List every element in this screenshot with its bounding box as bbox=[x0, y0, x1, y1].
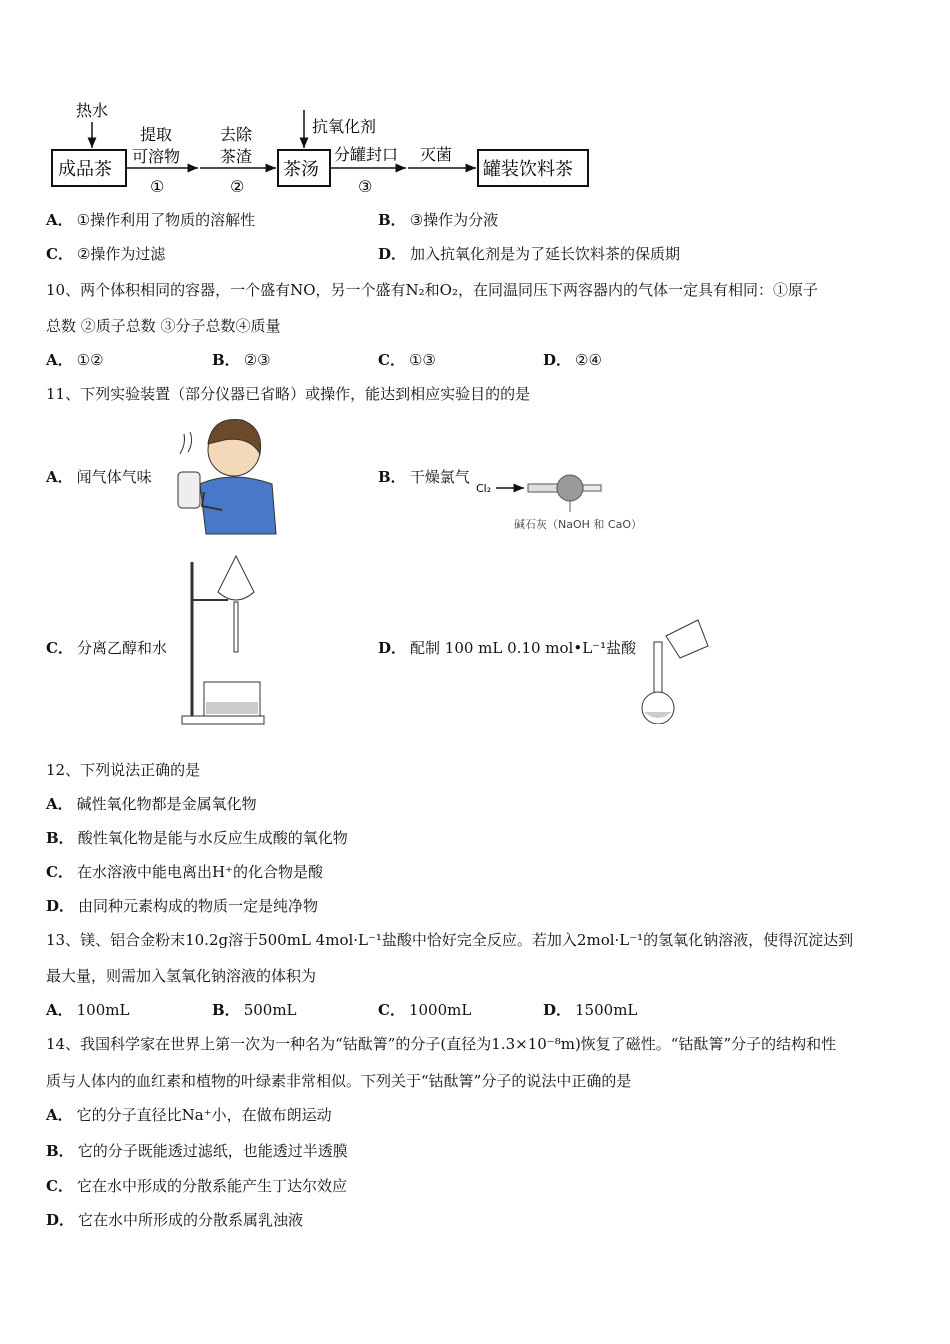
q10-option-d: D． ②④ bbox=[543, 351, 602, 369]
q13-option-d: D． 1500mL bbox=[543, 1001, 638, 1019]
flow-sterilize: 灭菌 bbox=[420, 145, 453, 164]
flow-step2-bottom: 茶渣 bbox=[220, 147, 253, 166]
q12-option-b: B． 酸性氧化物是能与水反应生成酸的氧化物 bbox=[46, 829, 348, 847]
flow-antioxidant: 抗氧化剂 bbox=[312, 117, 377, 136]
flow-step2-num: ② bbox=[230, 177, 245, 196]
volumetric-flask-illustration bbox=[636, 612, 712, 724]
q12-stem: 12、下列说法正确的是 bbox=[46, 761, 201, 779]
smelling-gas-illustration bbox=[172, 414, 280, 536]
q10-stem-line2: 总数 ②质子总数 ③分子总数④质量 bbox=[46, 317, 281, 335]
flow-end: 罐装饮料茶 bbox=[483, 159, 573, 180]
q14-option-d: D． 它在水中所形成的分散系属乳浊液 bbox=[46, 1211, 304, 1229]
q13-stem-line2: 最大量，则需加入氢氧化钠溶液的体积为 bbox=[46, 967, 317, 985]
flow-middle: 茶汤 bbox=[283, 159, 319, 180]
q12-option-c: C． 在水溶液中能电离出H⁺的化合物是酸 bbox=[46, 863, 323, 881]
q14-stem-line2: 质与人体内的血红素和植物的叶绿素非常相似。下列关于“钴酞箐”分子的说法中正确的是 bbox=[46, 1072, 632, 1090]
separatory-funnel-illustration bbox=[178, 552, 268, 726]
flow-start: 成品茶 bbox=[58, 159, 112, 180]
q12-option-d: D． 由同种元素构成的物质一定是纯净物 bbox=[46, 897, 319, 915]
q11-stem: 11、下列实验装置（部分仪器已省略）或操作，能达到相应实验目的的是 bbox=[46, 385, 531, 403]
q12-option-a: A． 碱性氧化物都是金属氧化物 bbox=[46, 795, 257, 813]
flow-step3-num: ③ bbox=[358, 177, 373, 196]
q13-stem-line1: 13、镁、铝合金粉末10.2g溶于500mL 4mol·L⁻¹盐酸中恰好完全反应。若加入2mol·L⁻¹的氢氧化钠溶液，使得沉淀达到 bbox=[46, 931, 854, 949]
q14-option-b: B． 它的分子既能透过滤纸，也能透过半透膜 bbox=[46, 1142, 348, 1160]
cl2-label: Cl₂ bbox=[476, 482, 492, 495]
q14-stem-line1: 14、我国科学家在世界上第一次为一种名为“钴酞箐”的分子(直径为1.3×10⁻⁸m)恢复了磁性。“钴酞箐”分子的结构和性 bbox=[46, 1035, 837, 1053]
flow-step1-bottom: 可溶物 bbox=[132, 147, 181, 166]
flow-step1-top: 提取 bbox=[140, 125, 173, 144]
q11-option-d: D． 配制 100 mL 0.10 mol•L⁻¹盐酸 bbox=[378, 639, 637, 657]
q13-option-c: C． 1000mL bbox=[378, 1001, 472, 1019]
flow-step3-top: 分罐封口 bbox=[334, 145, 399, 164]
q13-option-b: B． 500mL bbox=[212, 1001, 297, 1019]
q11-option-a: A． 闻气体气味 bbox=[46, 468, 152, 486]
flow-hot-water: 热水 bbox=[76, 101, 109, 120]
q10-option-b: B． ②③ bbox=[212, 351, 271, 369]
soda-lime-label: 碱石灰（NaOH 和 CaO） bbox=[514, 518, 642, 531]
q10-stem-line1: 10、两个体积相同的容器，一个盛有NO，另一个盛有N₂和O₂，在同温同压下两容器内的气体一定具有相同：①原子 bbox=[46, 281, 818, 299]
q9-option-b: B． ③操作为分液 bbox=[378, 211, 499, 229]
q14-option-a: A． 它的分子直径比Na⁺小，在做布朗运动 bbox=[46, 1106, 332, 1124]
flow-step2-top: 去除 bbox=[220, 125, 253, 144]
tea-process-flow-diagram bbox=[40, 92, 600, 202]
q11-option-b: B． 干燥氯气 bbox=[378, 468, 470, 486]
q11-option-c: C． 分离乙醇和水 bbox=[46, 639, 167, 657]
q14-option-c: C． 它在水中形成的分散系能产生丁达尔效应 bbox=[46, 1177, 347, 1195]
flow-step1-num: ① bbox=[150, 177, 165, 196]
q10-option-a: A． ①② bbox=[46, 351, 104, 369]
q10-option-c: C． ①③ bbox=[378, 351, 436, 369]
q9-option-c: C． ②操作为过滤 bbox=[46, 245, 166, 263]
q9-option-d: D． 加入抗氧化剂是为了延长饮料茶的保质期 bbox=[378, 245, 681, 263]
q13-option-a: A． 100mL bbox=[46, 1001, 130, 1019]
drying-tube-illustration bbox=[474, 474, 674, 536]
q9-option-a: A． ①操作利用了物质的溶解性 bbox=[46, 211, 256, 229]
